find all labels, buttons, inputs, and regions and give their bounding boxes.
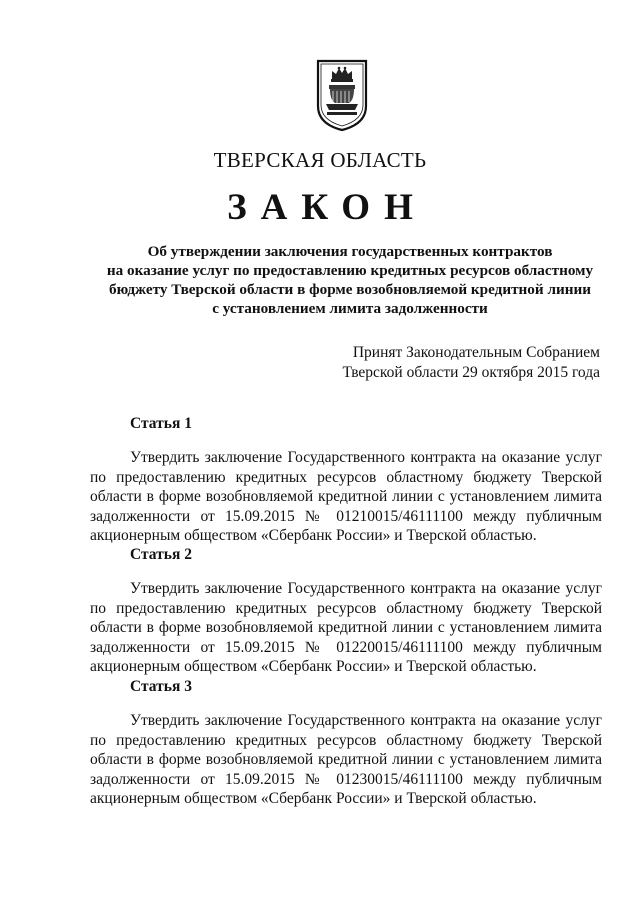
law-subject-line: на оказание услуг по предоставлению кредитных ресурсов областному [106,262,594,279]
law-subject-line: с установлением лимита задолженности [212,300,488,317]
article-text-line: области в форме возобновляемой кредитной линии с установлением лимита [90,488,602,506]
article-text-line: задолженности от 15.09.2015 № 01210015/46111100 между публичным [90,507,602,525]
article-text-line: Утвердить заключение Государственного контракта на оказание услуг [130,580,602,597]
article-text-line: области в форме возобновляемой кредитной линии с установлением лимита [90,751,602,769]
article-text-line: акционерным обществом «Сбербанк России» и Тверской областью. [90,527,537,545]
adoption-note [343,343,601,383]
article-text-line: области в форме возобновляемой кредитной линии с установлением лимита [90,619,602,637]
document-title: ЗАКОН [227,187,427,228]
article-heading: Статья 3 [130,678,192,695]
adoption-note-line: Принят Законодательным Собранием [352,344,600,361]
article-text-line: по предоставлению кредитных ресурсов областному бюджету Тверской [90,468,602,486]
article-text-line: акционерным обществом «Сбербанк России» и Тверской областью. [90,658,537,676]
region-name: ТВЕРСКАЯ ОБЛАСТЬ [213,148,427,172]
article-heading: Статья 2 [130,546,192,563]
tver-coat-of-arms-icon [315,58,369,132]
article-heading: Статья 1 [130,415,192,432]
article-text-line: Утвердить заключение Государственного контракта на оказание услуг [130,449,602,466]
article-text-line: задолженности от 15.09.2015 № 01220015/46111100 между публичным [90,638,602,656]
article-text-line: задолженности от 15.09.2015 № 01230015/46111100 между публичным [90,770,602,788]
article-2 [90,545,602,677]
article-1 [90,414,602,546]
article-text-line: Утвердить заключение Государственного контракта на оказание услуг [130,712,602,729]
law-subject-line: бюджету Тверской области в форме возобновляемой кредитной линии [109,281,591,298]
article-3 [90,677,602,809]
article-text-line: акционерным обществом «Сбербанк России» и Тверской областью. [90,790,537,808]
law-subject-line: Об утверждении заключения государственных контрактов [147,243,553,260]
article-text-line: по предоставлению кредитных ресурсов областному бюджету Тверской [90,599,602,617]
law-subject [70,242,630,318]
article-text-line: по предоставлению кредитных ресурсов областному бюджету Тверской [90,731,602,749]
adoption-note-line: Тверской области 29 октября 2015 года [342,364,600,381]
